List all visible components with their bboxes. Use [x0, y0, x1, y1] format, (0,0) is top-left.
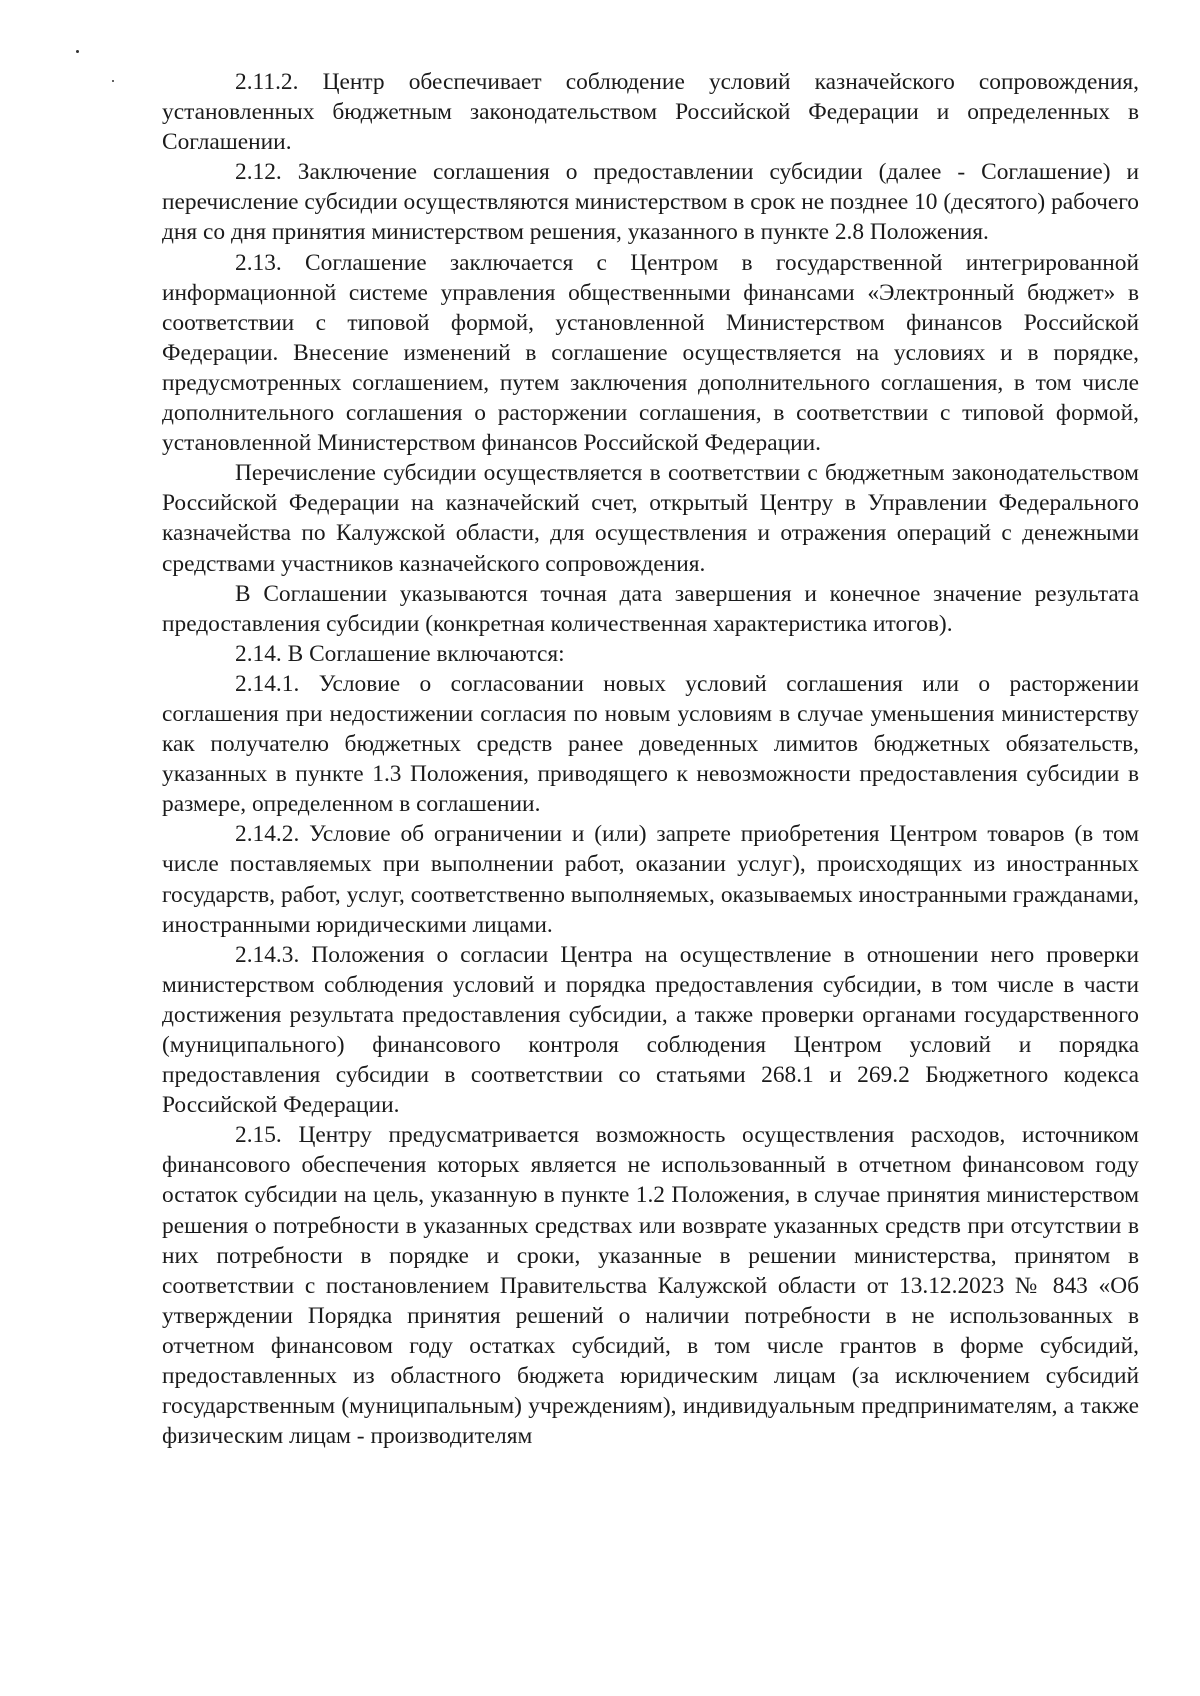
paragraph-subsidy-transfer: Перечисление субсидии осуществляется в соответствии с бюджетным законодательством Российской Федерации на казначейский счет, открытый Центру в Управлении Федерального казначейства по Калужской области, для осуществления и отражения операций с денежными средствами участников казначейского сопровождения. [162, 460, 1139, 577]
paragraph-agreement-result: В Соглашении указываются точная дата завершения и конечное значение результата предоставления субсидии (конкретная количественная характеристика итогов). [162, 580, 1139, 637]
paragraph-2-13: 2.13. Соглашение заключается с Центром в государственной интегрированной информационной системе управления общественными финансами «Электронный бюджет» в соответствии с типовой формой, установленной Министерством финансов Российской Федерации. Внесение изменений в соглашение осуществляется на условиях и в порядке, предусмотренных соглашением, путем заключения дополнительного соглашения, в том числе дополнительного соглашения о расторжении соглашения, в соответствии с типовой формой, установленной Министерством финансов Российской Федерации. [162, 249, 1139, 457]
paragraph-2-15: 2.15. Центру предусматривается возможность осуществления расходов, источником финансового обеспечения которых является не использованный в отчетном финансовом году остаток субсидии на цель, указанную в пункте 1.2 Положения, в случае принятия министерством решения о потребности в указанных средствах или возврате указанных средств при отсутствии в них потребности в порядке и сроки, указанные в решении министерства, принятом в соответствии с постановлением Правительства Калужской области от 13.12.2023 № 843 «Об утверждении Порядка принятия решений о наличии потребности в не использованных в отчетном финансовом году остатках субсидий, в том числе грантов в форме субсидий, предоставленных из областного бюджета юридическим лицам (за исключением субсидий государственным (муниципальным) учреждениям), индивидуальным предпринимателям, а также физическим лицам - производителям [162, 1122, 1139, 1450]
scan-speck [76, 50, 79, 53]
document-body [162, 67, 1139, 1451]
paragraph-2-12: 2.12. Заключение соглашения о предоставлении субсидии (далее - Соглашение) и перечисление субсидии осуществляются министерством в срок не позднее 10 (десятого) рабочего дня со дня принятия министерством решения, указанного в пункте 2.8 Положения. [162, 159, 1139, 246]
paragraph-2-14-1: 2.14.1. Условие о согласовании новых условий соглашения или о расторжении соглашения при недостижении согласия по новым условиям в случае уменьшения министерству как получателю бюджетных средств ранее доведенных лимитов бюджетных обязательств, указанных в пункте 1.3 Положения, приводящего к невозможности предоставления субсидии в размере, определенном в соглашении. [162, 670, 1139, 818]
paragraph-2-14: 2.14. В Соглашение включаются: [235, 640, 565, 667]
scan-speck [112, 80, 114, 82]
paragraph-2-11-2: 2.11.2. Центр обеспечивает соблюдение условий казначейского сопровождения, установленных бюджетным законодательством Российской Федерации и определенных в Соглашении. [162, 69, 1139, 156]
paragraph-2-14-3: 2.14.3. Положения о согласии Центра на осуществление в отношении него проверки министерством соблюдения условий и порядка предоставления субсидии, в том числе в части достижения результата предоставления субсидии, а также проверки органами государственного (муниципального) финансового контроля соблюдения Центром условий и порядка предоставления субсидии в соответствии со статьями 268.1 и 269.2 Бюджетного кодекса Российской Федерации. [162, 941, 1139, 1119]
paragraph-2-14-2: 2.14.2. Условие об ограничении и (или) запрете приобретения Центром товаров (в том числе поставляемых при выполнении работ, оказании услуг), происходящих из иностранных государств, работ, услуг, соответственно выполняемых, оказываемых иностранными гражданами, иностранными юридическими лицами. [162, 821, 1139, 938]
